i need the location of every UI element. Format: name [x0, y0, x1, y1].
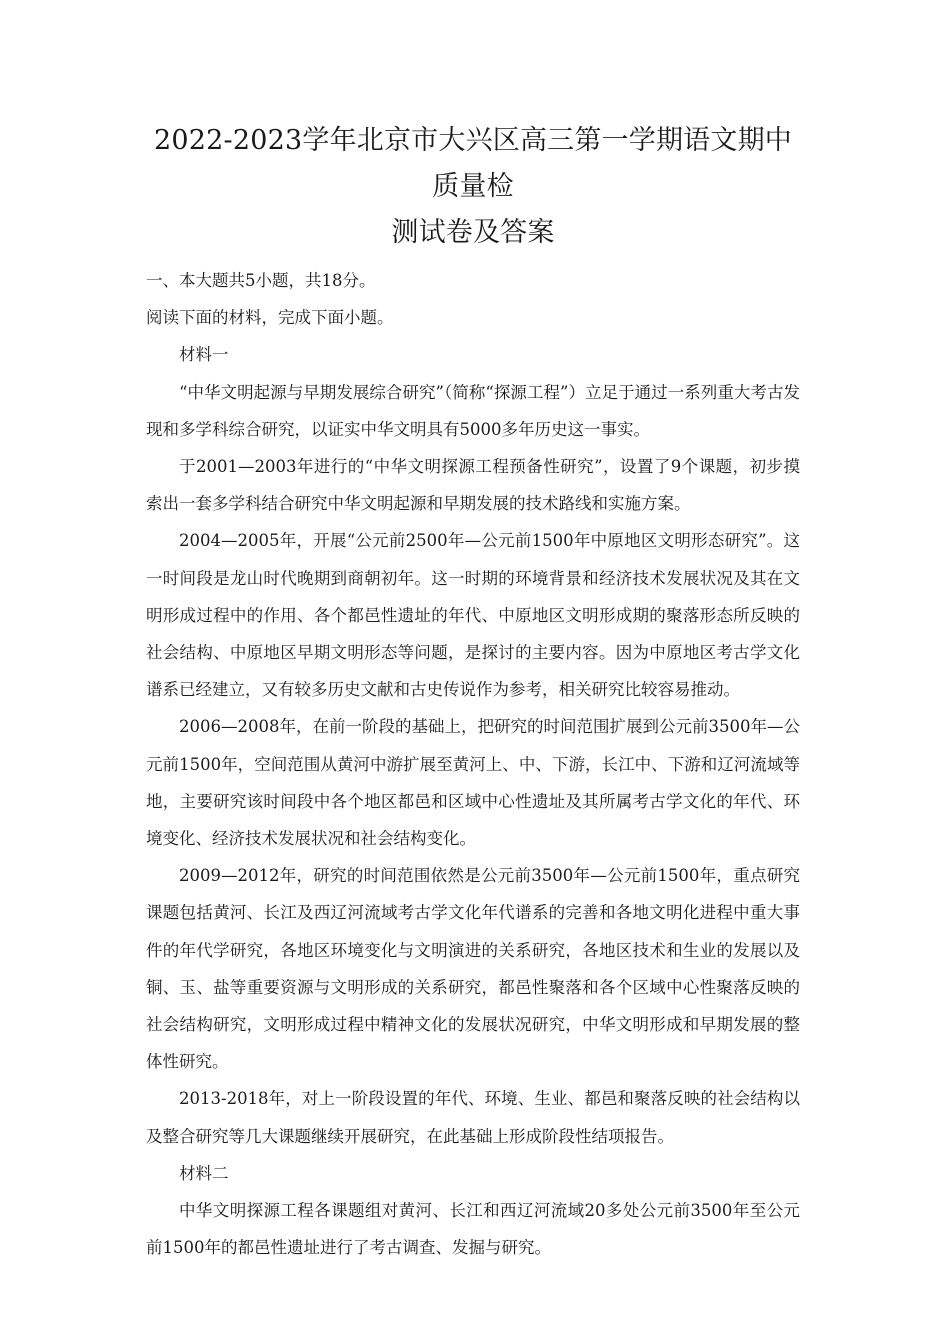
- title-line-1: 2022-2023学年北京市大兴区高三第一学期语文期中质量检: [154, 125, 792, 202]
- section-heading: 一、本大题共5小题，共18分。: [146, 271, 376, 290]
- material-2-label: 材料二: [179, 1163, 229, 1183]
- title-line-2: 测试卷及答案: [391, 217, 555, 248]
- document-title: [146, 118, 800, 256]
- material-2-paragraph: 中华文明探源工程各课题组对黄河、长江和西辽河流域20多处公元前3500年至公元前1500年的都邑性遗址进行了考古调查、发掘与研究。: [146, 1201, 800, 1258]
- material-1-paragraph: 于2001—2003年进行的“中华文明探源工程预备性研究”，设置了9个课题，初步摸索出一套多学科结合研究中华文明起源和早期发展的技术路线和实施方案。: [146, 457, 800, 514]
- material-1-paragraph: 2013-2018年，对上一阶段设置的年代、环境、生业、都邑和聚落反映的社会结构以及整合研究等几大课题继续开展研究，在此基础上形成阶段性结项报告。: [146, 1089, 800, 1146]
- material-1-label: 材料一: [179, 345, 229, 365]
- material-1-paragraph: 2004—2005年，开展“公元前2500年—公元前1500年中原地区文明形态研究”。这一时间段是龙山时代晚期到商朝初年。这一时期的环境背景和经济技术发展状况及其在文明形成过程中的作用、各个都邑性遗址的年代、中原地区文明形成期的聚落形态所反映的社会结构、中原地区早期文明形态等问题，是探讨的主要内容。因为中原地区考古学文化谱系已经建立，又有较多历史文献和古史传说作为参考，相关研究比较容易推动。: [146, 531, 800, 700]
- material-1-paragraph: “中华文明起源与早期发展综合研究”（简称“探源工程”）立足于通过一系列重大考古发现和多学科综合研究，以证实中华文明具有5000多年历史这一事实。: [146, 382, 800, 439]
- exam-page: [146, 118, 800, 1266]
- material-1-paragraph: 2009—2012年，研究的时间范围依然是公元前3500年—公元前1500年，重点研究课题包括黄河、长江及西辽河流域考古学文化年代谱系的完善和各地文明化进程中重大事件的年代学研究，各地区环境变化与文明演进的关系研究，各地区技术和生业的发展以及铜、玉、盐等重要资源与文明形成的关系研究，都邑性聚落和各个区域中心性聚落反映的社会结构研究，文明形成过程中精神文化的发展状况研究，中华文明形成和早期发展的整体性研究。: [146, 866, 800, 1072]
- material-1-paragraph: 2006—2008年，在前一阶段的基础上，把研究的时间范围扩展到公元前3500年—公元前1500年，空间范围从黄河中游扩展至黄河上、中、下游，长江中、下游和辽河流域等地，主要研究该时间段中各个地区都邑和区域中心性遗址及其所属考古学文化的年代、环境变化、经济技术发展状况和社会结构变化。: [146, 717, 800, 849]
- instruction-text: 阅读下面的材料，完成下面小题。: [146, 308, 394, 328]
